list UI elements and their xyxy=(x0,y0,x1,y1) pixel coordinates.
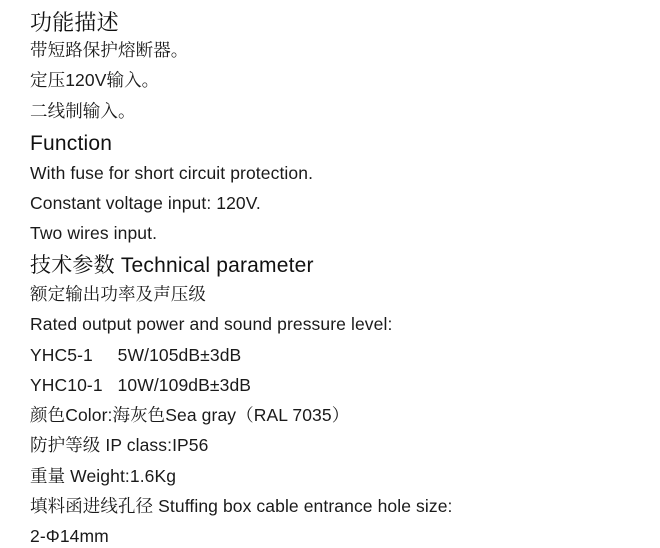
section-title-function-en: Function xyxy=(30,131,113,155)
attribute-ip-class: 防护等级 IP class:IP56 xyxy=(30,435,209,456)
cable-entrance-value: 2-Φ14mm xyxy=(30,526,109,547)
model-spec-row: YHC5-1 5W/105dB±3dB xyxy=(30,344,242,365)
function-en-lines xyxy=(30,162,660,246)
rated-output-label-en: Rated output power and sound pressure level: xyxy=(30,314,393,335)
function-en-line-3: Two wires input. xyxy=(30,223,158,244)
attribute-weight: 重量 Weight:1.6Kg xyxy=(30,465,177,486)
rated-output-label-cn: 额定输出功率及声压级 xyxy=(30,284,206,305)
function-cn-lines xyxy=(30,39,660,123)
function-cn-line-1: 带短路保护熔断器。 xyxy=(30,40,189,61)
function-en-line-2: Constant voltage input: 120V. xyxy=(30,192,261,213)
function-en-line-1: With fuse for short circuit protection. xyxy=(30,162,314,183)
technical-parameter-body xyxy=(30,283,660,548)
section-title-function-cn: 功能描述 xyxy=(30,10,119,35)
model-spec-row: YHC10-1 10W/109dB±3dB xyxy=(30,374,252,395)
attribute-color: 颜色Color:海灰色Sea gray（RAL 7035） xyxy=(30,405,350,426)
function-cn-line-3: 二线制输入。 xyxy=(30,100,136,121)
function-cn-line-2: 定压120V输入。 xyxy=(30,70,160,91)
section-title-technical-parameter: 技术参数 Technical parameter xyxy=(30,254,314,278)
cable-entrance-label: 填料函进线孔径 Stuffing box cable entrance hole size: xyxy=(30,495,453,516)
